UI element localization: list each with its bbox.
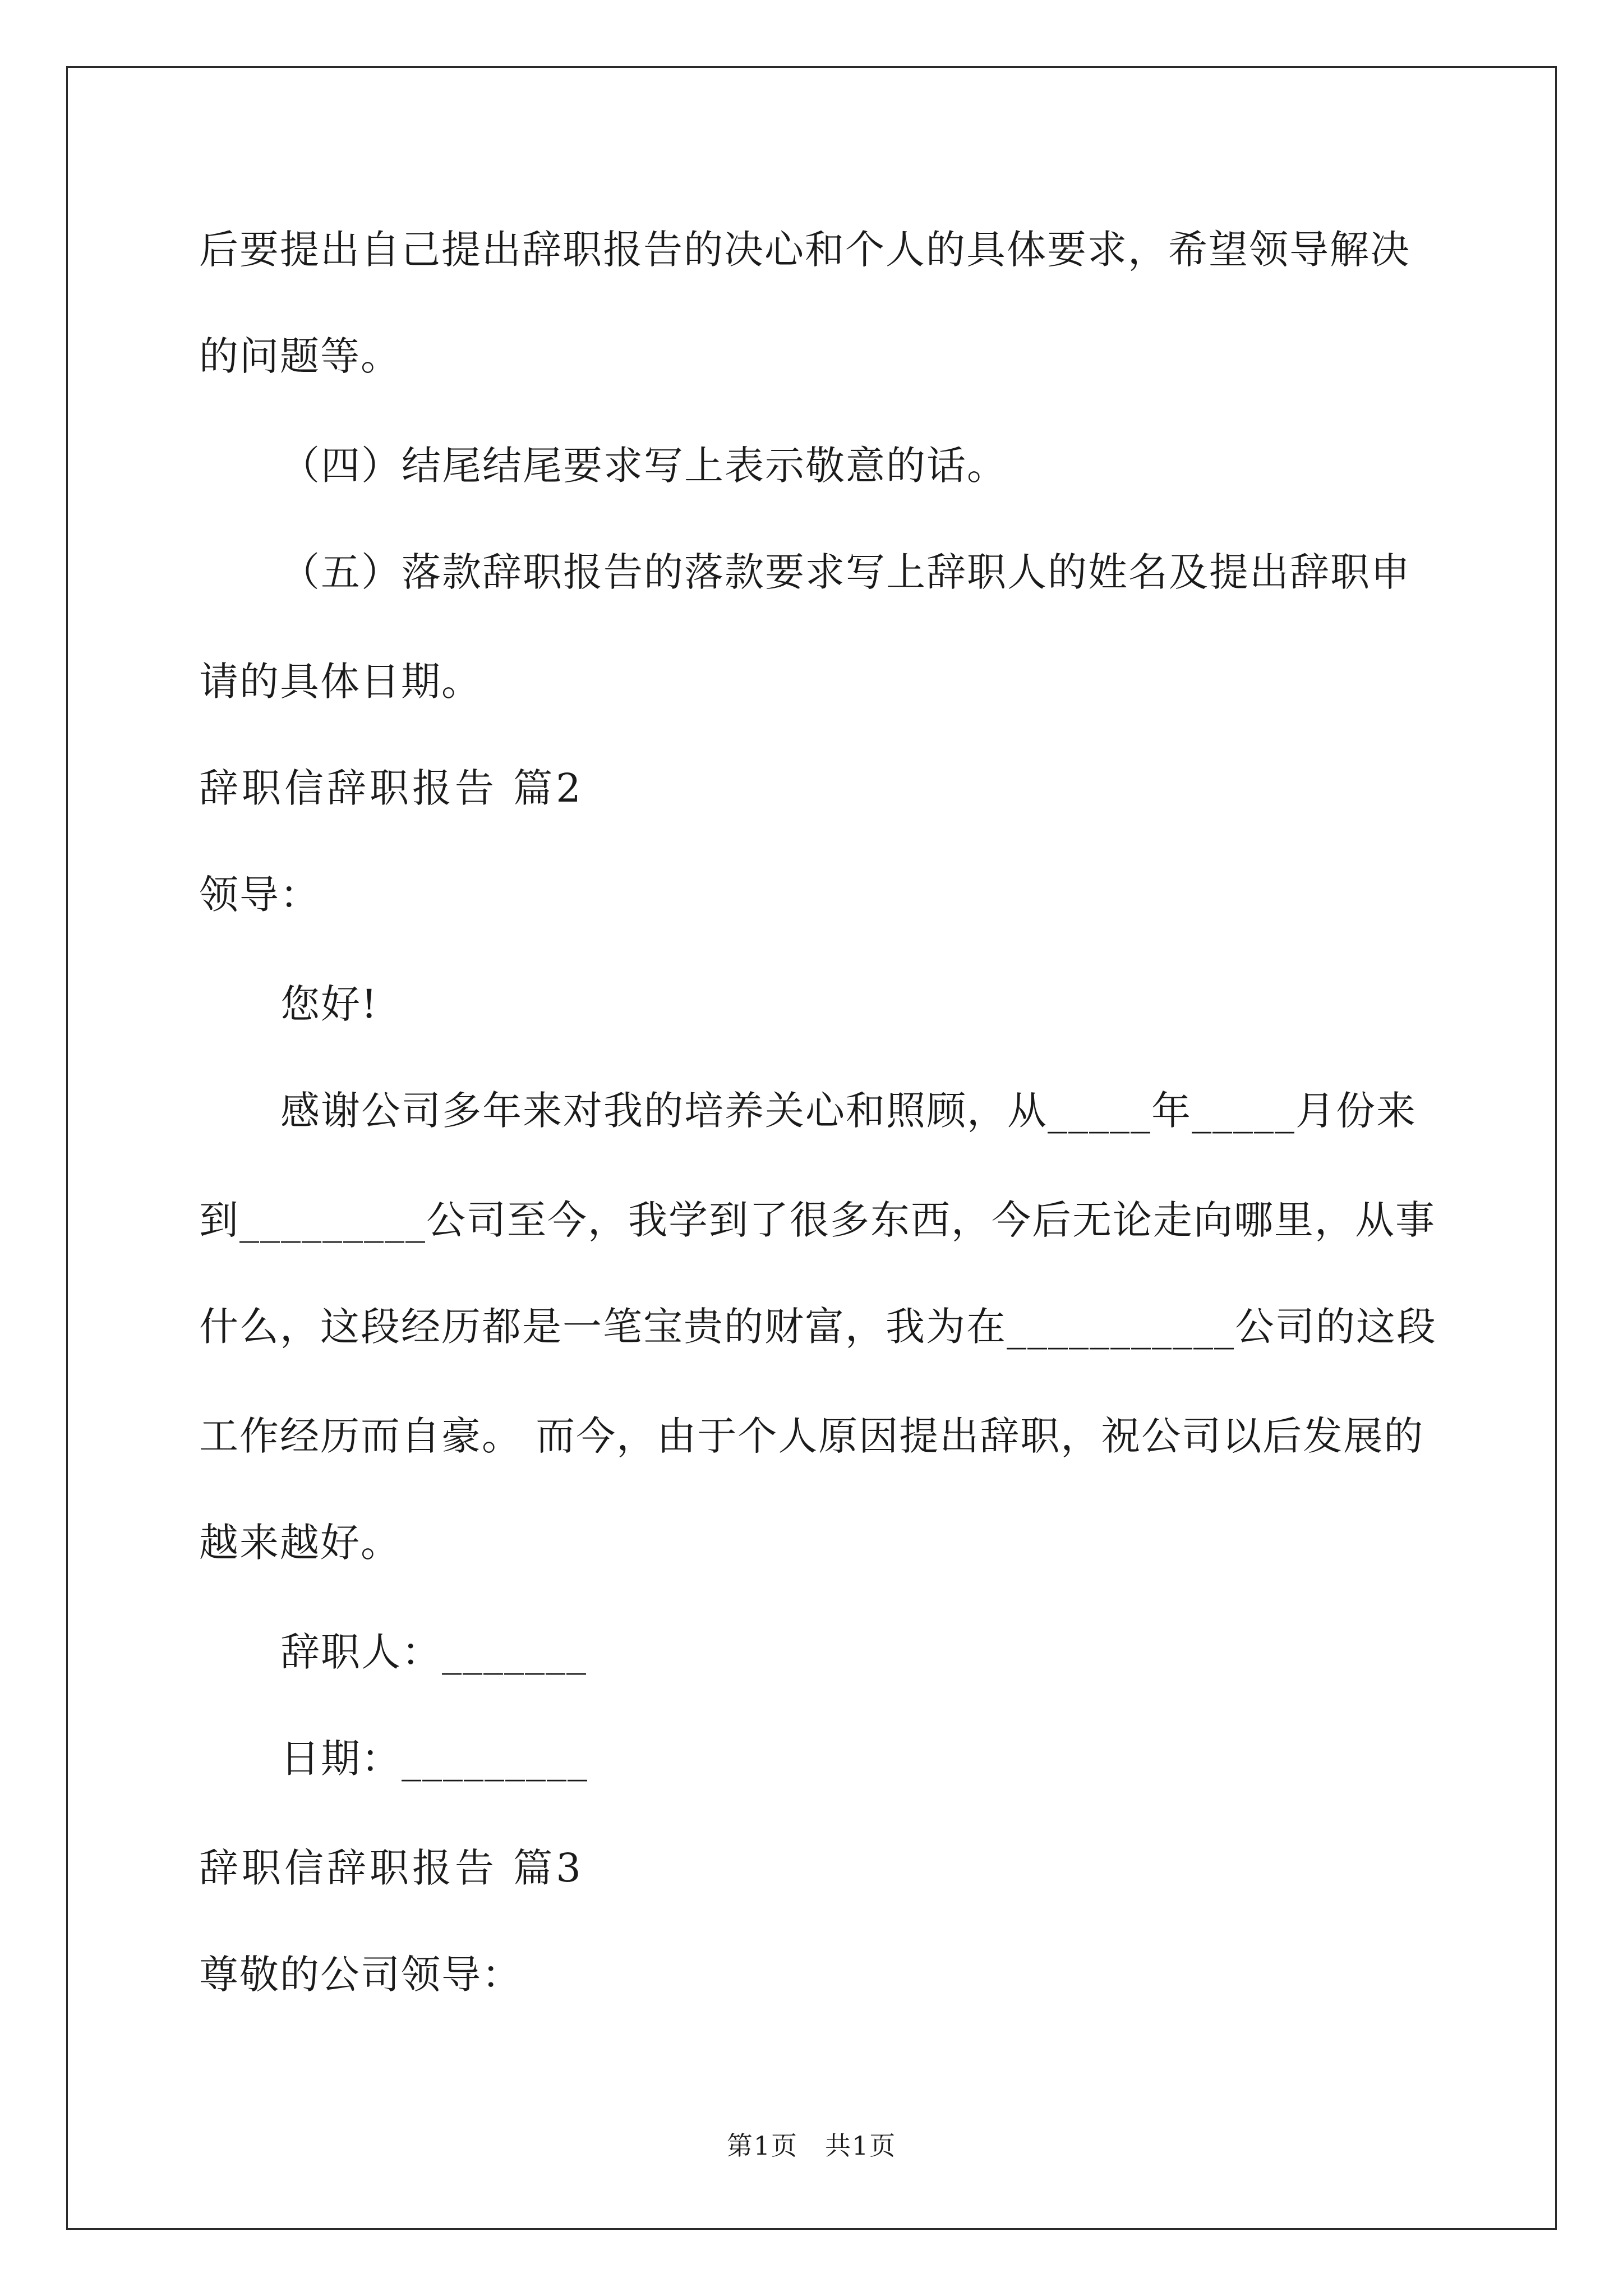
body-line-5: 请的具体日期。 [199, 659, 482, 705]
date-line: 日期：_________ [280, 1736, 588, 1782]
signature-line: 辞职人：_______ [280, 1629, 587, 1675]
salutation-line-3: 尊敬的公司领导： [199, 1952, 522, 1998]
section-heading-2: 辞职信辞职报告 篇2 [199, 765, 584, 811]
page-footer: 第1页 共1页 [726, 2131, 897, 2161]
body-line-1: 后要提出自己提出辞职报告的决心和个人的具体要求，希望领导解决 [199, 227, 1410, 273]
body-line-2: 的问题等。 [199, 333, 401, 379]
section-heading-3: 辞职信辞职报告 篇3 [199, 1845, 584, 1891]
body-line-12: 工作经历而自豪。 而今，由于个人原因提出辞职，祝公司以后发展的 [199, 1413, 1424, 1459]
salutation-line: 领导： [199, 872, 320, 918]
body-line-13: 越来越好。 [199, 1520, 401, 1566]
body-line-9: 感谢公司多年来对我的培养关心和照顾，从_____年_____月份来 [280, 1088, 1417, 1134]
greeting-line: 您好! [280, 981, 379, 1027]
body-line-4: （五）落款辞职报告的落款要求写上辞职人的姓名及提出辞职申 [280, 549, 1411, 595]
body-line-11: 什么，这段经历都是一笔宝贵的财富，我为在___________公司的这段 [199, 1304, 1437, 1350]
page-frame [66, 66, 1557, 2230]
body-line-3: （四）结尾结尾要求写上表示敬意的话。 [280, 443, 1007, 489]
body-line-10: 到_________公司至今，我学到了很多东西，今后无论走向哪里，从事 [199, 1197, 1436, 1243]
